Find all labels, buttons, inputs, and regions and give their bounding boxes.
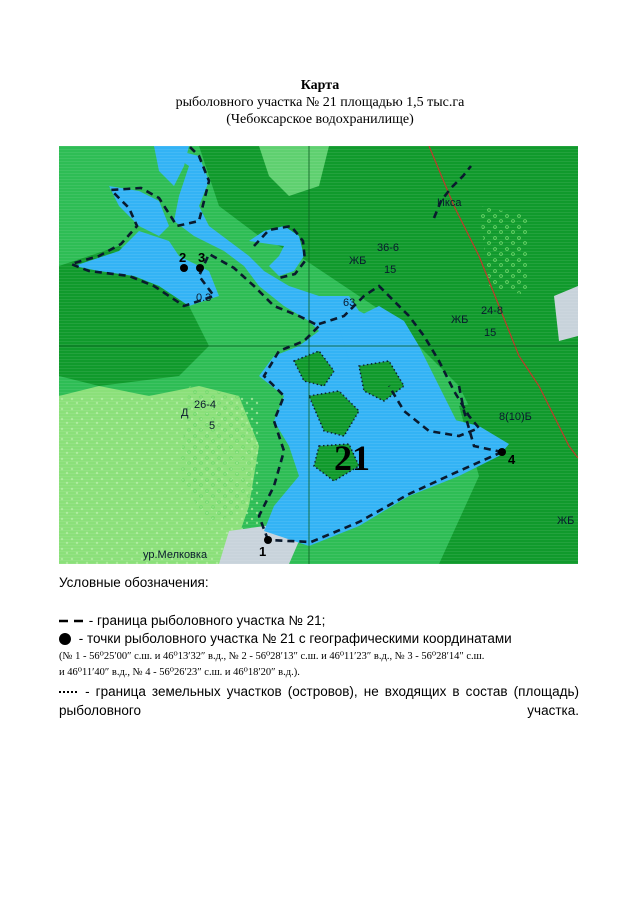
label-24-8: 24-8 bbox=[481, 305, 504, 317]
point-label-1: 1 bbox=[259, 544, 267, 559]
label-zhb-2: ЖБ bbox=[451, 314, 469, 326]
legend-coords-line-1: (№ 1 - 56⁰25′00″ с.ш. и 46⁰13′32″ в.д., № 2 - 56⁰28′13″ с.ш. и 46⁰11′23″ в.д., № 3 - 56⁰28′14″ с.ш. bbox=[59, 651, 485, 662]
legend-heading: Условные обозначения: bbox=[59, 575, 209, 590]
label-0-3: 0.3 bbox=[196, 292, 212, 304]
legend-boundary-text: - граница рыболовного участка № 21; bbox=[88, 613, 326, 628]
area-number: 21 bbox=[334, 438, 370, 478]
label-zhb-3: ЖБ bbox=[557, 515, 575, 527]
label-village: ур.Мелковка bbox=[143, 549, 208, 561]
boundary-point-1 bbox=[264, 536, 272, 544]
label-15-b: 15 bbox=[484, 327, 497, 339]
fishing-area-map bbox=[59, 146, 578, 564]
point-label-2: 2 bbox=[179, 250, 187, 265]
map-title bbox=[0, 78, 640, 128]
title-line-2: рыболовного участка № 21 площадью 1,5 тыс.га bbox=[175, 95, 465, 110]
label-5: 5 bbox=[209, 420, 216, 432]
title-line-1: Карта bbox=[300, 78, 340, 93]
legend-points-text: - точки рыболовного участка № 21 с географическими координатами bbox=[78, 631, 512, 646]
label-iksa: Икса bbox=[437, 197, 462, 209]
legend-row-points bbox=[59, 631, 579, 646]
point-label-3: 3 bbox=[198, 250, 206, 265]
legend-row-islands bbox=[59, 682, 579, 720]
dashed-line-symbol bbox=[59, 617, 85, 625]
boundary-point-4 bbox=[498, 448, 506, 456]
label-36-6: 36-6 bbox=[377, 242, 400, 254]
point-symbol bbox=[59, 632, 75, 646]
scan-texture bbox=[59, 146, 578, 564]
label-26-4: 26-4 bbox=[194, 399, 217, 411]
point-label-4: 4 bbox=[508, 452, 516, 467]
label-d: Д bbox=[181, 407, 189, 419]
boundary-point-3 bbox=[196, 264, 204, 272]
boundary-point-2 bbox=[180, 264, 188, 272]
label-63: 63 bbox=[343, 297, 356, 309]
dotted-line-symbol bbox=[59, 688, 79, 696]
label-zhb-1: ЖБ bbox=[349, 255, 367, 267]
legend-row-boundary bbox=[59, 613, 579, 628]
legend-islands-text: - граница земельных участков (островов), не входящих в состав (площадь) рыболовного участка. bbox=[59, 684, 579, 718]
label-8-10: 8(10)Б bbox=[499, 411, 532, 423]
title-line-3: (Чебоксарское водохранилище) bbox=[226, 112, 414, 127]
label-15-a: 15 bbox=[384, 264, 397, 276]
legend-coords-line-2: и 46⁰11′40″ в.д., № 4 - 56⁰26′23″ с.ш. и 46⁰18′20″ в.д.). bbox=[59, 667, 300, 678]
